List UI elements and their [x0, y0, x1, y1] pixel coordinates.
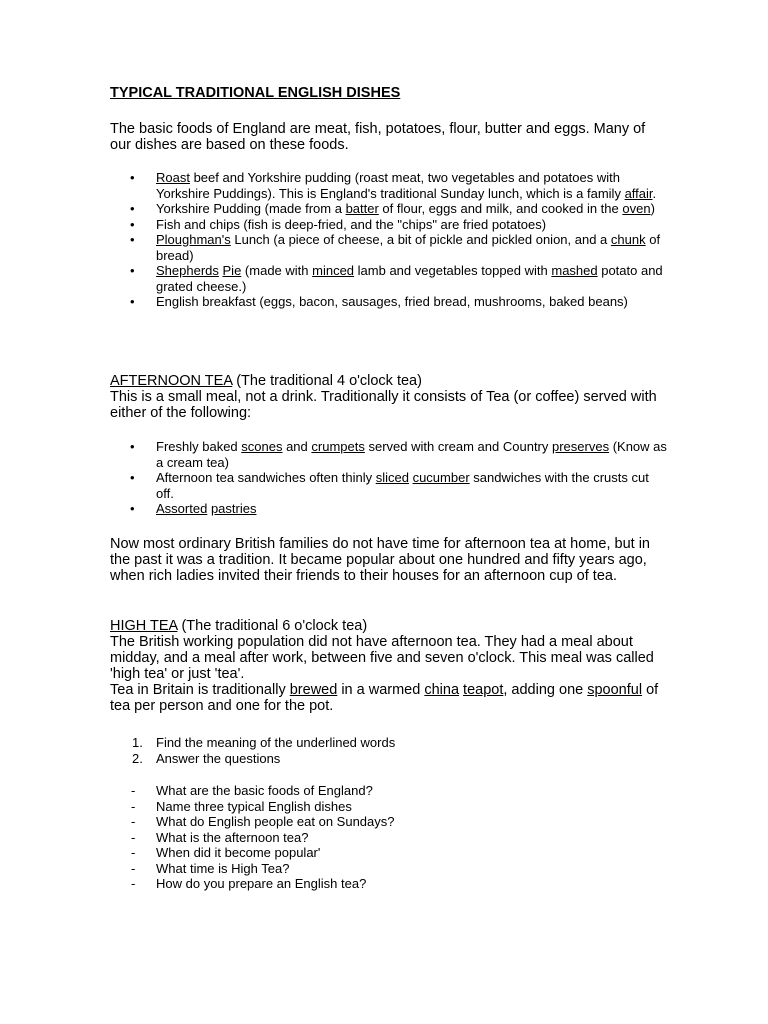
- list-item: - What time is High Tea?: [131, 860, 290, 876]
- list-item: - What do English people eat on Sundays?: [131, 814, 395, 829]
- list-item: - When did it become popular': [131, 845, 321, 860]
- afternoon-tea-body: This is a small meal, not a drink. Traditionally it consists of Tea (or coffee) served with either of the following:: [110, 389, 657, 421]
- list-item: • Fish and chips (fish is deep-fried, and the "chips" are fried potatoes): [110, 217, 670, 233]
- afternoon-tea-section: AFTERNOON TEA (The traditional 4 o'clock tea) This is a small meal, not a drink. Traditionally it consists of Tea (or coffee) served with either of the following:: [110, 373, 657, 421]
- list-item: • Yorkshire Pudding (made from a batter of flour, eggs and milk, and cooked in the oven): [110, 201, 670, 217]
- list-item: - What are the basic foods of England?: [131, 783, 373, 798]
- list-item: • Afternoon tea sandwiches often thinly sliced cucumber sandwiches with the crusts cut off.: [110, 470, 670, 501]
- high-tea-heading: HIGH TEA: [110, 618, 178, 634]
- list-item: 1. Find the meaning of the underlined words: [132, 735, 396, 750]
- list-item: • Ploughman's Lunch (a piece of cheese, a bit of pickle and pickled onion, and a chunk of bread): [110, 232, 670, 263]
- tea-items-list: [110, 439, 670, 517]
- list-item: • Shepherds Pie (made with minced lamb and vegetables topped with mashed potato and grated cheese.): [110, 263, 670, 294]
- list-item: - Name three typical English dishes: [131, 798, 352, 814]
- high-tea-section: HIGH TEA (The traditional 6 o'clock tea) The British working population did not have afternoon tea. They had a meal about midday, and a meal after work, between five and seven o'clock. This meal was called 'high tea' or just 'tea'. Tea in Britain is traditionally brewed in a warmed china teapot, adding one spoonful of tea per person and one for the pot.: [110, 618, 659, 714]
- questions-list: [110, 783, 670, 892]
- tasks-list: [110, 735, 670, 766]
- list-item: • Assorted pastries: [110, 501, 670, 517]
- list-item: 2. Answer the questions: [132, 750, 281, 766]
- document-title: TYPICAL TRADITIONAL ENGLISH DISHES: [110, 85, 401, 101]
- afternoon-tea-heading: AFTERNOON TEA: [110, 373, 233, 389]
- intro-paragraph: The basic foods of England are meat, fish, potatoes, flour, butter and eggs. Many of our dishes are based on these foods.: [110, 121, 646, 153]
- dishes-list: [110, 170, 670, 310]
- list-item: • English breakfast (eggs, bacon, sausages, fried bread, mushrooms, baked beans): [110, 294, 670, 310]
- list-item: • Roast beef and Yorkshire pudding (roast meat, two vegetables and potatoes with Yorkshire Puddings). This is England's traditional Sunday lunch, which is a family affair.: [110, 170, 670, 201]
- list-item: • Freshly baked scones and crumpets served with cream and Country preserves (Know as a cream tea): [110, 439, 670, 470]
- history-paragraph: Now most ordinary British families do not have time for afternoon tea at home, but in the past it was a tradition. It became popular about one hundred and fifty years ago, when rich ladies invited their friends to their houses for an afternoon cup of tea.: [110, 536, 650, 584]
- high-tea-body: The British working population did not have afternoon tea. They had a meal about midday, and a meal after work, between five and seven o'clock. This meal was called 'high tea' or just 'tea'.: [110, 634, 654, 682]
- list-item: - How do you prepare an English tea?: [131, 876, 367, 891]
- list-item: - What is the afternoon tea?: [131, 829, 309, 845]
